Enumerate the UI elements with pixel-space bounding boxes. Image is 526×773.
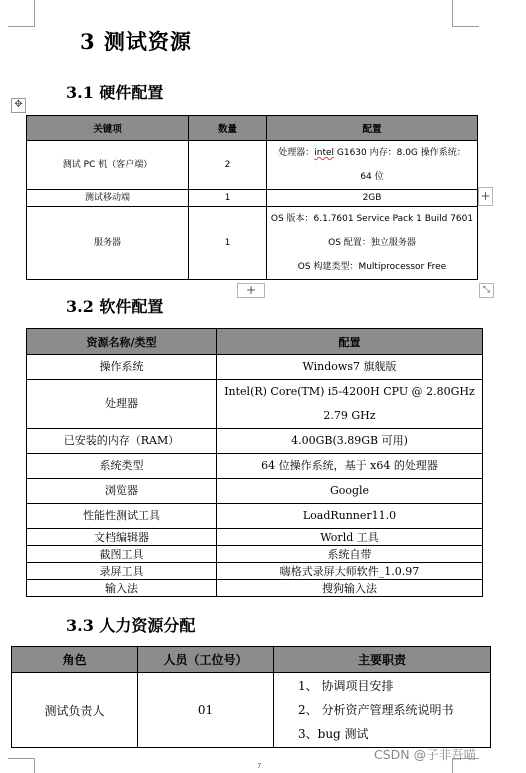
- table-cell[interactable]: 浏览器: [27, 479, 217, 504]
- table-cell[interactable]: 录屏工具: [27, 563, 217, 580]
- table-row: [27, 580, 483, 597]
- table-cell[interactable]: 处理器: [27, 380, 217, 429]
- column-header: 人员（工位号）: [138, 647, 274, 673]
- table-row: [27, 141, 478, 190]
- table-row: [27, 529, 483, 546]
- crop-mark-bottom-left: [8, 758, 35, 773]
- add-column-button[interactable]: +: [478, 187, 493, 206]
- table-row: [27, 429, 483, 454]
- cell-text: OS 构建类型：Multiprocessor Free: [297, 262, 447, 272]
- table-cell[interactable]: Windows7 旗舰版: [217, 355, 483, 380]
- table-row: [27, 380, 483, 429]
- cell-text: OS 配置：独立服务器: [328, 238, 416, 248]
- column-header: 配置: [267, 116, 478, 141]
- crop-mark-top-left: [8, 0, 35, 27]
- heading-hardware-config: 3.1 硬件配置: [66, 83, 164, 102]
- table-cell[interactable]: 测试负责人: [12, 673, 138, 748]
- table-resize-icon[interactable]: ⤡: [479, 283, 494, 298]
- table-move-icon[interactable]: ✥: [11, 98, 26, 113]
- table-row: [12, 673, 491, 748]
- human-resources-table: [11, 646, 491, 748]
- table-cell[interactable]: Google: [217, 479, 483, 504]
- table-cell[interactable]: [267, 207, 478, 280]
- table-header-row: [27, 116, 478, 141]
- table-cell[interactable]: 性能性测试工具: [27, 504, 217, 529]
- table-cell[interactable]: 截图工具: [27, 546, 217, 563]
- table-row: [27, 454, 483, 479]
- column-header: 配置: [217, 329, 483, 355]
- column-header: 主要职责: [274, 647, 491, 673]
- table-cell[interactable]: 系统类型: [27, 454, 217, 479]
- table-cell[interactable]: 文档编辑器: [27, 529, 217, 546]
- duty-item: 3、bug 测试: [298, 727, 369, 741]
- section-heading-test-resources: 3 测试资源: [80, 29, 192, 54]
- cell-text: Intel(R) Core(TM) i5-4200H CPU @ 2.80GHz: [224, 385, 475, 398]
- watermark: CSDN @子非吾喵: [374, 747, 477, 762]
- table-cell[interactable]: World 工具: [217, 529, 483, 546]
- column-header: 角色: [12, 647, 138, 673]
- cell-text: OS 版本：6.1.7601 Service Pack 1 Build 7601: [270, 214, 474, 224]
- spellcheck-flagged-word: intel: [314, 148, 335, 158]
- table-cell[interactable]: 2: [189, 141, 267, 190]
- table-cell[interactable]: 64 位操作系统，基于 x64 的处理器: [217, 454, 483, 479]
- table-cell[interactable]: 嗨格式录屏大师软件_1.0.97: [217, 563, 483, 580]
- table-row: [27, 504, 483, 529]
- table-row: [27, 190, 478, 207]
- table-cell[interactable]: 1: [189, 207, 267, 280]
- cell-text: 2.79 GHz: [323, 409, 376, 422]
- software-table: [26, 328, 483, 597]
- table-cell[interactable]: 2GB: [267, 190, 478, 207]
- heading-human-resources: 3.3 人力资源分配: [66, 616, 196, 635]
- table-cell[interactable]: 已安装的内存（RAM）: [27, 429, 217, 454]
- table-row: [27, 207, 478, 280]
- table-cell[interactable]: 服务器: [27, 207, 189, 280]
- table-cell[interactable]: 测试移动端: [27, 190, 189, 207]
- duty-item: 1、 协调项目安排: [298, 679, 394, 693]
- table-row: [27, 355, 483, 380]
- table-header-row: [12, 647, 491, 673]
- cell-text: 64 位: [360, 172, 384, 182]
- table-header-row: [27, 329, 483, 355]
- table-cell[interactable]: [274, 673, 491, 748]
- duty-item: 2、 分析资产管理系统说明书: [298, 703, 454, 717]
- table-cell[interactable]: 1: [189, 190, 267, 207]
- cell-text: 处理器：: [278, 148, 315, 158]
- table-cell[interactable]: 测试 PC 机（客户端）: [27, 141, 189, 190]
- table-cell[interactable]: [217, 380, 483, 429]
- table-cell[interactable]: 输入法: [27, 580, 217, 597]
- cell-text: G1630 内存：8.0G 操作系统：: [334, 148, 466, 158]
- column-header: 资源名称/类型: [27, 329, 217, 355]
- heading-software-config: 3.2 软件配置: [66, 297, 164, 316]
- column-header: 数量: [189, 116, 267, 141]
- crop-mark-top-right: [452, 0, 479, 27]
- table-cell[interactable]: [267, 141, 478, 190]
- table-cell[interactable]: LoadRunner11.0: [217, 504, 483, 529]
- table-cell[interactable]: 4.00GB(3.89GB 可用): [217, 429, 483, 454]
- page-number: 7: [257, 762, 262, 770]
- table-row: [27, 563, 483, 580]
- add-row-button[interactable]: +: [237, 283, 265, 298]
- column-header: 关键项: [27, 116, 189, 141]
- hardware-table: [26, 115, 478, 280]
- table-cell[interactable]: 系统自带: [217, 546, 483, 563]
- table-row: [27, 546, 483, 563]
- table-row: [27, 479, 483, 504]
- table-cell[interactable]: 搜狗输入法: [217, 580, 483, 597]
- table-cell[interactable]: 01: [138, 673, 274, 748]
- table-cell[interactable]: 操作系统: [27, 355, 217, 380]
